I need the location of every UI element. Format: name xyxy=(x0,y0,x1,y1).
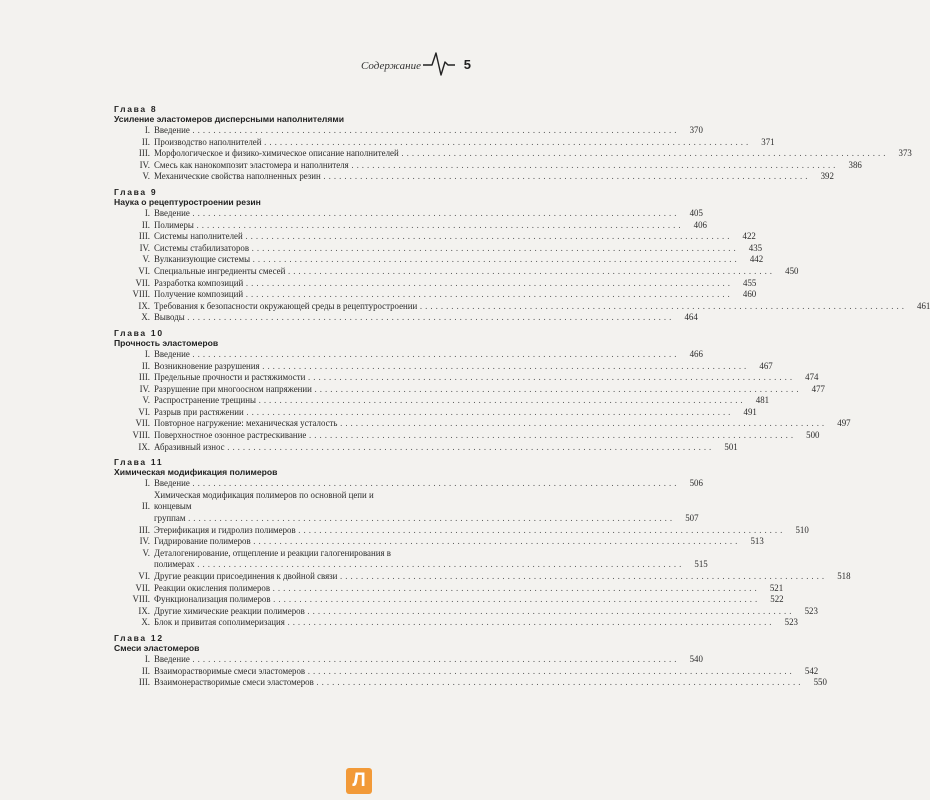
entry-page: 542 xyxy=(804,665,819,676)
chapter-label: Глава 12 xyxy=(114,632,164,643)
chapter-section xyxy=(114,327,851,453)
entry-title: Другие реакции присоединения к двойной связи . . . xyxy=(154,571,825,583)
entry-page: 442 xyxy=(749,254,764,265)
entry-page: 455 xyxy=(743,277,757,288)
publisher-logo-letter: Л xyxy=(352,770,366,791)
toc-entry xyxy=(114,171,834,183)
entry-title-continuation: группам . . . xyxy=(154,513,673,525)
entry-number: X. xyxy=(141,617,150,628)
entry-title: Абразивный износ . . . xyxy=(154,442,712,454)
toc-entry xyxy=(114,277,757,290)
entry-number: IV. xyxy=(139,159,150,170)
toc-entry xyxy=(114,312,698,324)
page-number: 5 xyxy=(463,57,471,72)
entry-title: Получение композиций . . . xyxy=(154,289,730,301)
entry-title: Возникновение разрушения . . . xyxy=(154,361,747,373)
toc-entry xyxy=(114,653,703,666)
toc-entry xyxy=(114,677,827,689)
entry-number: IV. xyxy=(139,383,150,394)
page-header xyxy=(0,48,495,78)
chapter-title: Химическая модификация полимеров xyxy=(114,467,278,478)
chapter-section xyxy=(114,104,912,183)
entry-number: II. xyxy=(141,360,150,371)
toc-entry xyxy=(114,665,819,678)
toc-entry xyxy=(114,289,757,301)
toc-entry xyxy=(114,231,756,243)
entry-title: Деталогенирование, отщепление и реакции галогенирования в xyxy=(154,547,391,558)
entry-number: VII. xyxy=(135,582,150,593)
chapter-title: Смеси эластомеров xyxy=(114,642,200,653)
toc-entry xyxy=(114,441,738,454)
toc-entry xyxy=(114,582,784,595)
chapter-title: Прочность эластомеров xyxy=(114,337,219,348)
toc-entry xyxy=(114,148,912,160)
toc-entry-continuation xyxy=(114,513,699,525)
toc-entry xyxy=(114,372,819,384)
entry-page: 386 xyxy=(848,159,862,170)
entry-number: III. xyxy=(138,372,150,383)
entry-page: 540 xyxy=(689,653,703,664)
entry-number: V. xyxy=(142,171,150,182)
entry-title: Этерификация и гидролиз полимеров . . . xyxy=(154,525,783,537)
entry-number: VIII. xyxy=(132,594,150,605)
toc-entry xyxy=(114,430,820,442)
toc-entry xyxy=(114,605,818,618)
toc-entry xyxy=(114,536,764,548)
entry-page: 450 xyxy=(785,265,799,276)
entry-number: IV. xyxy=(139,242,150,253)
toc-entry xyxy=(114,406,757,419)
entry-number: VI. xyxy=(138,265,150,276)
chapter-label: Глава 10 xyxy=(114,327,164,338)
entry-page: 461 xyxy=(917,300,930,311)
entry-title: Другие химические реакции полимеров . . . xyxy=(154,606,792,618)
toc-entry xyxy=(114,524,809,537)
entry-page: 491 xyxy=(743,406,757,417)
toc-entry xyxy=(114,136,775,149)
toc-entry xyxy=(114,125,703,137)
entry-number: II. xyxy=(141,136,150,147)
entry-number: III. xyxy=(138,677,150,688)
entry-page: 521 xyxy=(769,582,784,593)
toc-entry xyxy=(114,254,764,266)
entry-title: Вулканизующие системы . . . xyxy=(154,254,737,266)
toc-entry xyxy=(114,242,763,255)
entry-page: 460 xyxy=(742,289,757,300)
entry-number: IX. xyxy=(138,300,150,311)
entry-number: II. xyxy=(141,501,150,512)
entry-title: Смесь как нанокомпозит эластомера и наполнителя . . . xyxy=(154,160,836,172)
entry-title: Производство наполнителей . . . xyxy=(154,137,749,149)
entry-title: Введение . . . xyxy=(154,478,677,490)
entry-page: 405 xyxy=(689,207,703,218)
chapter-section xyxy=(114,632,827,689)
entry-title: Взаимонерастворимые смеси эластомеров . . . xyxy=(154,677,801,689)
entry-title: Поверхностное озонное растрескивание . . . xyxy=(154,430,793,442)
entry-page: 371 xyxy=(761,136,775,147)
entry-number: V. xyxy=(142,254,150,265)
entry-number: I. xyxy=(144,207,150,218)
entry-page: 550 xyxy=(813,677,827,688)
entry-number: V. xyxy=(142,547,150,558)
entry-title: Блок и привитая сополимеризация . . . xyxy=(154,617,772,629)
entry-number: VIII. xyxy=(132,289,150,300)
entry-page: 510 xyxy=(795,524,809,535)
entry-title-continuation: полимерах . . . xyxy=(154,559,682,571)
entry-page: 500 xyxy=(806,430,820,441)
entry-page: 507 xyxy=(685,513,699,524)
entry-number: IX. xyxy=(138,441,150,452)
entry-title: Гидрирование полимеров . . . xyxy=(154,536,738,548)
entry-number: VI. xyxy=(138,571,150,581)
entry-page: 435 xyxy=(748,242,763,253)
chapter-label: Глава 11 xyxy=(114,457,164,468)
entry-title: Введение . . . xyxy=(154,208,677,220)
entry-title: Введение . . . xyxy=(154,349,677,361)
entry-number: IX. xyxy=(138,605,150,616)
entry-title: Распространение трещины . . . xyxy=(154,395,743,407)
entry-title: Морфологическое и физико-химическое описание наполнителей . . . xyxy=(154,148,886,160)
toc-entry xyxy=(114,219,707,232)
toc-entry xyxy=(114,159,862,172)
toc-entry xyxy=(114,490,398,513)
entry-page: 477 xyxy=(811,383,825,394)
toc-entry xyxy=(114,348,703,361)
entry-title: Введение . . . xyxy=(154,125,677,137)
toc-entry xyxy=(114,265,799,278)
entry-number: IV. xyxy=(139,536,150,547)
entry-number: III. xyxy=(138,524,150,535)
entry-page: 513 xyxy=(750,536,764,547)
chapter-label: Глава 9 xyxy=(114,186,158,197)
entry-page: 464 xyxy=(684,312,698,323)
entry-title: Химическая модификация полимеров по основной цепи и концевым xyxy=(154,489,374,512)
entry-page: 474 xyxy=(805,372,819,383)
chapter-section xyxy=(114,186,930,324)
entry-page: 406 xyxy=(693,219,707,230)
entry-title: Механические свойства наполненных резин . . . xyxy=(154,171,808,183)
entry-title: Полимеры . . . xyxy=(154,220,681,232)
entry-page: 501 xyxy=(724,441,738,452)
toc-entry xyxy=(114,383,825,396)
entry-page: 392 xyxy=(820,171,834,182)
chapter-label: Глава 8 xyxy=(114,104,158,114)
entry-number: I. xyxy=(144,125,150,135)
entry-number: VII. xyxy=(135,418,150,429)
toc-entry xyxy=(114,207,703,220)
entry-title: Введение . . . xyxy=(154,654,677,666)
entry-page: 466 xyxy=(689,348,703,359)
entry-page: 523 xyxy=(784,617,798,628)
entry-title: Разрушение при многоосном напряжении . . . xyxy=(154,384,799,396)
entry-title: Разрыв при растяжении . . . xyxy=(154,407,731,419)
entry-page: 506 xyxy=(689,478,703,489)
entry-number: VII. xyxy=(135,277,150,288)
entry-number: VI. xyxy=(138,406,150,417)
entry-page: 497 xyxy=(837,418,851,429)
section-title: Содержание xyxy=(360,60,421,72)
toc-entry-continuation xyxy=(114,559,708,571)
chapter-title: Наука о рецептуростроении резин xyxy=(114,196,261,207)
entry-title: Функционализация полимеров . . . xyxy=(154,594,758,606)
entry-page: 422 xyxy=(742,231,756,242)
entry-title: Системы наполнителей . . . xyxy=(154,231,730,243)
toc-entry xyxy=(114,300,930,313)
toc-entry xyxy=(114,594,784,606)
entry-page: 467 xyxy=(759,360,773,371)
heartbeat-pulse-icon xyxy=(423,48,455,78)
publisher-logo xyxy=(346,768,372,794)
entry-page: 481 xyxy=(755,395,770,406)
toc-entry xyxy=(114,395,770,407)
entry-number: II. xyxy=(141,665,150,676)
entry-title: Выводы . . . xyxy=(154,312,672,324)
entry-number: X. xyxy=(141,312,150,323)
toc-entry xyxy=(114,418,851,430)
entry-page: 370 xyxy=(689,125,703,135)
entry-number: I. xyxy=(144,348,150,359)
entry-page: 523 xyxy=(804,605,818,616)
table-of-contents xyxy=(114,104,930,693)
entry-page: 518 xyxy=(837,571,851,581)
entry-number: I. xyxy=(144,653,150,664)
chapter-section xyxy=(114,457,851,629)
toc-entry xyxy=(114,617,798,629)
entry-title: Предельные прочности и растяжимости . . . xyxy=(154,372,792,384)
entry-title: Разработка композиций . . . xyxy=(154,278,730,290)
entry-title: Повторное нагружение: механическая усталость . . . xyxy=(154,418,825,430)
toc-entry xyxy=(114,571,851,583)
entry-title: Требования к безопасности окружающей среды в рецептуростроении . . . xyxy=(154,301,904,313)
entry-number: II. xyxy=(141,219,150,230)
entry-number: I. xyxy=(144,478,150,489)
toc-entry xyxy=(114,478,703,490)
toc-entry xyxy=(114,548,398,560)
entry-title: Реакции окисления полимеров . . . xyxy=(154,583,757,595)
entry-number: III. xyxy=(138,148,150,159)
entry-title: Специальные ингредиенты смесей . . . xyxy=(154,266,772,278)
chapter-title: Усиление эластомеров дисперсными наполнителями xyxy=(114,114,345,124)
entry-number: V. xyxy=(142,395,150,406)
entry-page: 373 xyxy=(898,148,912,159)
entry-page: 515 xyxy=(694,559,708,570)
entry-title: Взаиморастворимые смеси эластомеров . . . xyxy=(154,666,792,678)
entry-title: Системы стабилизаторов . . . xyxy=(154,243,736,255)
entry-number: VIII. xyxy=(132,430,150,441)
entry-number: III. xyxy=(138,231,150,242)
toc-entry xyxy=(114,360,773,373)
entry-page: 522 xyxy=(770,594,784,605)
